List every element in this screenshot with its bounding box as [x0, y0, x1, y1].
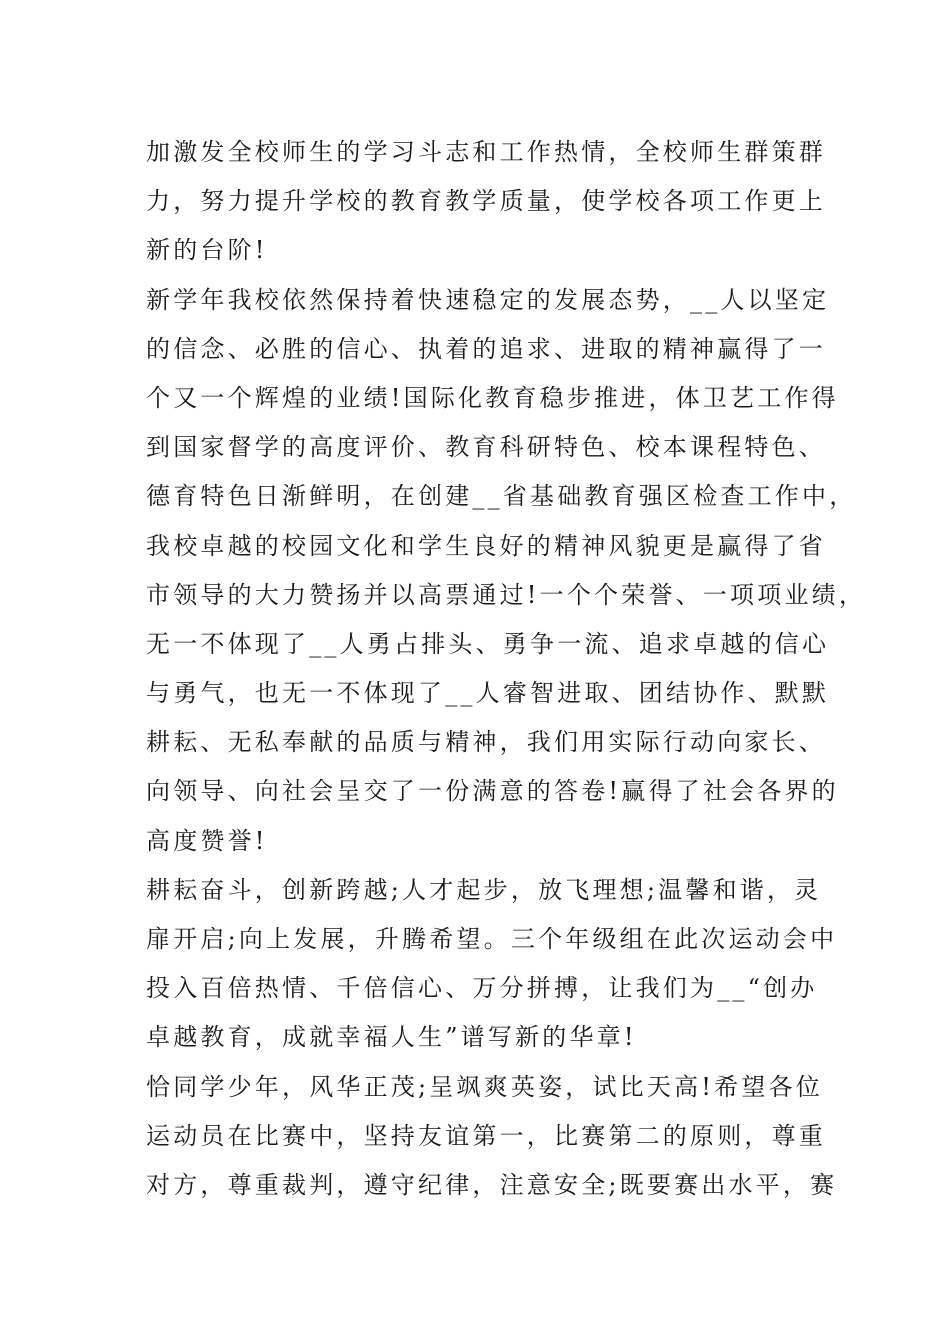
text-line: 我校卓越的校园文化和学生良好的精神风貌更是赢得了省 [146, 531, 826, 560]
text-line: 德育特色日渐鲜明，在创建__省基础教育强区检查工作中， [146, 482, 857, 511]
text-line: 个又一个辉煌的业绩!国际化教育稳步推进，体卫艺工作得 [146, 383, 839, 412]
text-line: 加激发全校师生的学习斗志和工作热情，全校师生群策群 [146, 138, 826, 166]
text-line: 新的台阶! [146, 236, 268, 265]
text-line: 向领导、向社会呈交了一份满意的答卷!赢得了社会各界的 [146, 777, 839, 806]
text-line: 耕耘、无私奉献的品质与精神，我们用实际行动向家长、 [146, 728, 826, 757]
text-line: 投入百倍热情、千倍信心、万分拼搏，让我们为__“创办 [146, 974, 818, 1003]
text-line: 对方，尊重裁判，遵守纪律，注意安全;既要赛出水平，赛 [146, 1170, 838, 1199]
body-text [146, 128, 867, 1210]
text-line: 市领导的大力赞扬并以高票通过!一个个荣誉、一项项业绩， [146, 580, 867, 609]
text-line: 的信念、必胜的信心、执着的追求、进取的精神赢得了一 [146, 334, 826, 363]
text-line: 高度赞誉! [146, 826, 268, 855]
text-line: 与勇气，也无一不体现了__人睿智进取、团结协作、默默 [146, 679, 830, 708]
text-line: 力，努力提升学校的教育教学质量，使学校各项工作更上 [146, 187, 826, 216]
text-line: 运动员在比赛中，坚持友谊第一，比赛第二的原则，尊重 [146, 1121, 826, 1150]
text-line: 扉开启;向上发展，升腾希望。三个年级组在此次运动会中 [146, 925, 838, 953]
text-line: 无一不体现了__人勇占排头、勇争一流、追求卓越的信心 [146, 629, 830, 658]
text-line: 新学年我校依然保持着快速稳定的发展态势，__人以坚定 [146, 285, 830, 314]
text-line: 耕耘奋斗，创新跨越;人才起步，放飞理想;温馨和谐，灵 [146, 875, 822, 904]
text-line: 恰同学少年，风华正茂;呈飒爽英姿，试比天高!希望各位 [146, 1072, 823, 1101]
text-line: 到国家督学的高度评价、教育科研特色、校本课程特色、 [146, 433, 826, 462]
text-line: 卓越教育，成就幸福人生”谱写新的华章! [146, 1023, 637, 1052]
